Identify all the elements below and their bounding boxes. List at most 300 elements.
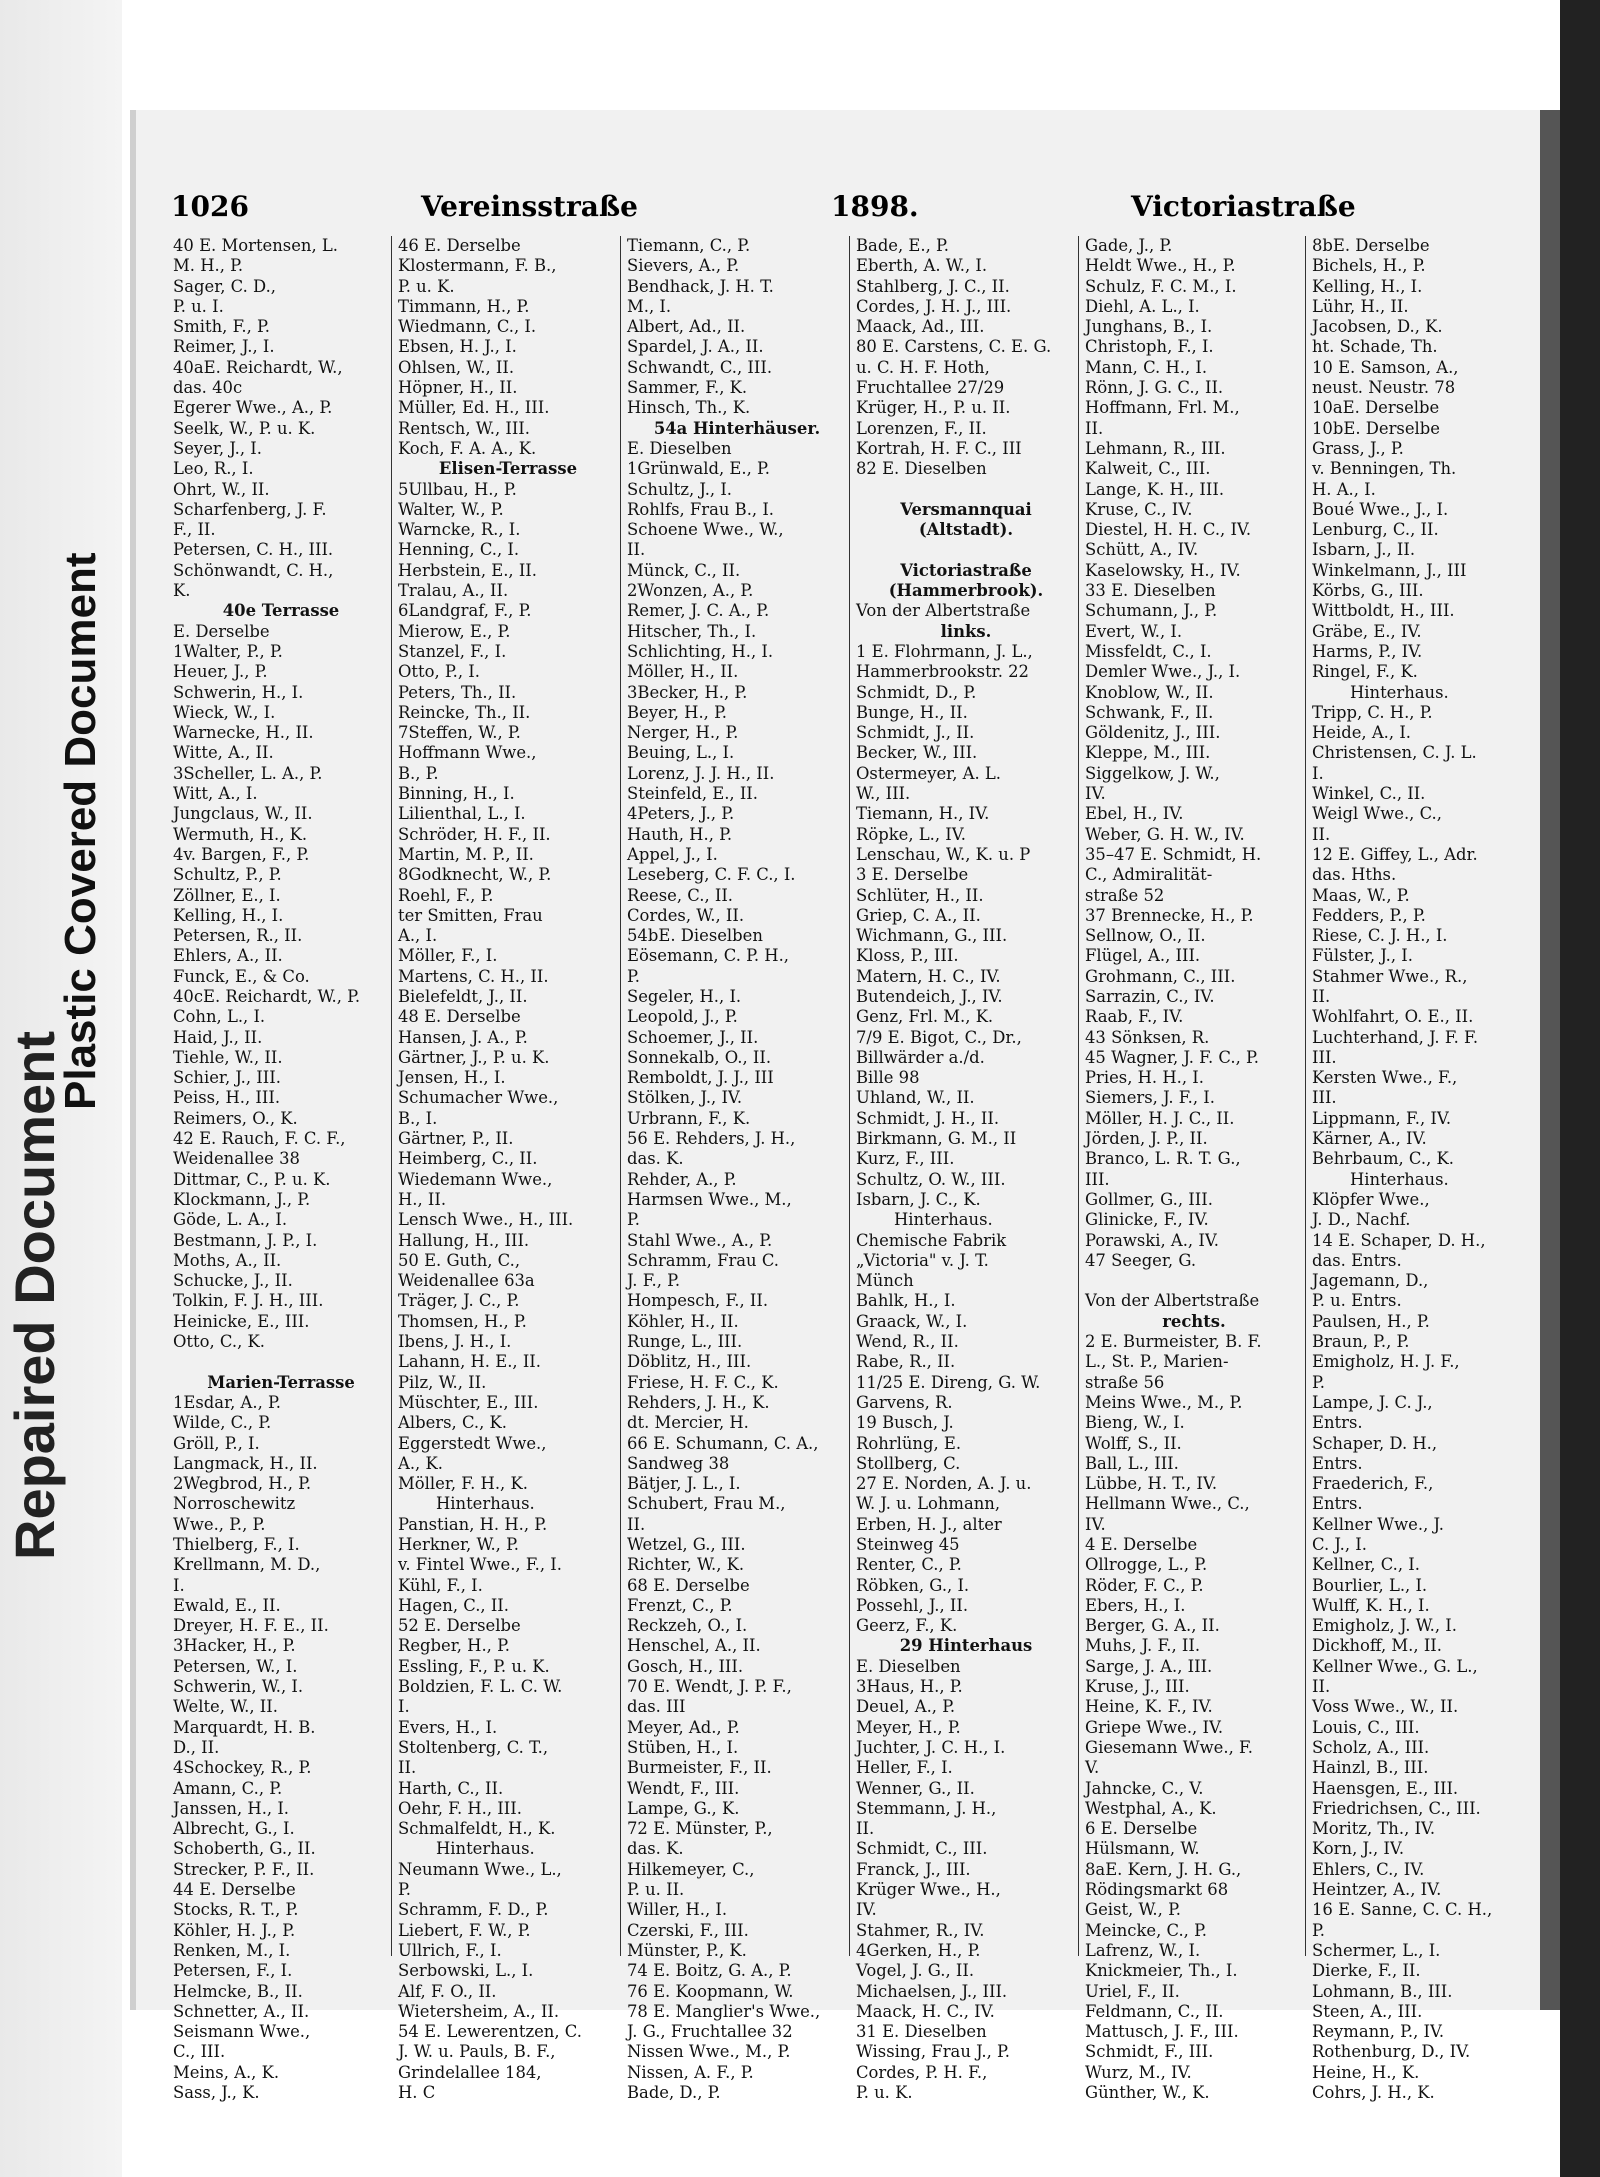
section-heading: 54a Hinterhäuser. — [653, 418, 821, 438]
directory-entry: 54bE. Dieselben — [627, 926, 763, 946]
directory-entry: Peiss, H., III. — [173, 1088, 281, 1108]
directory-entry: Röder, F. C., P. — [1085, 1575, 1204, 1595]
directory-entry: Knoblow, W., II. — [1085, 682, 1214, 702]
directory-entry: Glinicke, F., IV. — [1085, 1210, 1209, 1230]
directory-entry: Klöpfer Wwe., — [1312, 1189, 1430, 1209]
directory-entry: 3Scheller, L. A., P. — [173, 763, 323, 783]
directory-entry: Heimberg, C., II. — [398, 1149, 538, 1169]
directory-page — [130, 110, 1546, 2103]
directory-entry: 4v. Bargen, F., P. — [173, 844, 310, 864]
directory-entry: Urbrann, F., K. — [627, 1108, 751, 1128]
directory-entry: Kersten Wwe., F., — [1312, 1068, 1458, 1088]
directory-entry: P. u. II. — [627, 1880, 685, 1900]
directory-entry: Kelling, H., I. — [1312, 276, 1423, 296]
directory-entry: Schumann, J., P. — [1085, 601, 1218, 621]
directory-entry: das. Entrs. — [1312, 1250, 1402, 1270]
directory-entry: III. — [1312, 1088, 1337, 1108]
directory-entry: Renken, M., I. — [173, 1940, 291, 1960]
directory-entry: Knickmeier, Th., I. — [1085, 1961, 1238, 1981]
directory-entry: Kellner Wwe., G. L., — [1312, 1656, 1478, 1676]
directory-entry: Mann, C. H., I. — [1085, 357, 1208, 377]
directory-entry: das. Hths. — [1312, 865, 1397, 885]
directory-entry: Meyer, Ad., P. — [627, 1717, 740, 1737]
directory-entry: Schoberth, G., II. — [173, 1839, 316, 1859]
directory-entry: Billwärder a./d. — [856, 1047, 985, 1067]
directory-entry: „Victoria" v. J. T. — [856, 1250, 989, 1270]
directory-entry: Ball, L., III. — [1085, 1453, 1179, 1473]
directory-entry: Spardel, J. A., II. — [627, 337, 764, 357]
directory-entry: Ringel, F., K. — [1312, 662, 1418, 682]
directory-entry: Kloss, P., III. — [856, 946, 959, 966]
directory-entry: Lorenzen, F., II. — [856, 418, 987, 438]
directory-entry: Hansen, J. A., P. — [398, 1027, 528, 1047]
directory-entry: E. Dieselben — [627, 438, 732, 458]
directory-entry: Diestel, H. H. C., IV. — [1085, 520, 1252, 540]
directory-entry: Strecker, P. F., II. — [173, 1859, 315, 1879]
directory-entry: Willer, H., I. — [627, 1900, 728, 1920]
directory-entry: Reymann, P., IV. — [1312, 2022, 1445, 2042]
directory-entry: 5Ullbau, H., P. — [398, 479, 517, 499]
directory-entry: II. — [398, 1758, 417, 1778]
directory-entry: IV. — [1085, 1514, 1106, 1534]
directory-entry: Kruse, C., IV. — [1085, 499, 1193, 519]
directory-entry: Schmidt, J., II. — [856, 723, 975, 743]
directory-entry: Uriel, F., II. — [1085, 1981, 1180, 2001]
directory-entry: Boué Wwe., J., I. — [1312, 499, 1449, 519]
directory-entry: Bade, E., P. — [856, 236, 949, 255]
directory-entry: E. Dieselben — [856, 1656, 961, 1676]
directory-entry: Remer, J. C. A., P. — [627, 601, 770, 621]
directory-entry: H., II. — [398, 1189, 447, 1209]
directory-entry: Hitscher, Th., I. — [627, 621, 757, 641]
directory-entry: 6Landgraf, F., P. — [398, 601, 532, 621]
directory-entry: I. — [398, 1697, 410, 1717]
directory-entry: Braun, P., P. — [1312, 1332, 1410, 1352]
directory-entry: Kellner Wwe., J. — [1312, 1514, 1445, 1534]
directory-entry: Träger, J. C., P. — [398, 1291, 520, 1311]
directory-entry: Regber, H., P. — [398, 1636, 511, 1656]
directory-entry: IV. — [1085, 784, 1106, 804]
directory-entry: Muhs, J. F., II. — [1085, 1636, 1201, 1656]
directory-entry: Weidenallee 38 — [173, 1149, 300, 1169]
directory-entry: Schütt, A., IV. — [1085, 540, 1199, 560]
directory-entry: Riese, C. J. H., I. — [1312, 926, 1448, 946]
directory-entry: Schumacher Wwe., — [398, 1088, 559, 1108]
directory-entry: 4Schockey, R., P. — [173, 1758, 312, 1778]
directory-entry: Bourlier, L., I. — [1312, 1575, 1428, 1595]
directory-entry: Gade, J., P. — [1085, 236, 1173, 255]
directory-entry: Isbarn, J. C., K. — [856, 1189, 981, 1209]
directory-entry: Hallung, H., III. — [398, 1230, 530, 1250]
directory-entry: Heldt Wwe., H., P. — [1085, 256, 1236, 276]
directory-entry: E. Derselbe — [173, 621, 270, 641]
section-heading: rechts. — [1162, 1311, 1226, 1331]
directory-entry: Stüben, H., I. — [627, 1737, 739, 1757]
directory-entry: Wietersheim, A., II. — [398, 2001, 560, 2021]
directory-entry: L., St. P., Marien- — [1085, 1352, 1229, 1372]
directory-entry: B., P. — [398, 763, 439, 783]
directory-entry: Butendeich, J., IV. — [856, 986, 1003, 1006]
directory-entry: Binning, H., I. — [398, 784, 515, 804]
directory-entry: Haensgen, E., III. — [1312, 1778, 1459, 1798]
directory-entry: Nissen Wwe., M., P. — [627, 2042, 791, 2062]
directory-entry: Luchterhand, J. F. F. — [1312, 1027, 1479, 1047]
directory-entry: Harms, P., IV. — [1312, 641, 1423, 661]
directory-entry: Thielberg, F., I. — [173, 1535, 300, 1554]
directory-entry: J. W. u. Pauls, B. F., — [398, 2042, 556, 2062]
directory-entry: Hagen, C., II. — [398, 1595, 509, 1615]
directory-entry: 40 E. Mortensen, L. — [173, 236, 338, 255]
directory-entry: Reimer, J., I. — [173, 337, 275, 357]
directory-entry: Timmann, H., P. — [398, 296, 530, 316]
directory-entry: 3 E. Derselbe — [856, 865, 969, 885]
directory-entry: Demler Wwe., J., I. — [1085, 662, 1241, 682]
directory-entry: Wiedemann Wwe., — [398, 1169, 553, 1189]
directory-entry: Fülster, J., I. — [1312, 946, 1413, 966]
directory-entry: Wissing, Frau J., P. — [856, 2042, 1010, 2062]
directory-entry: Segeler, H., I. — [627, 986, 742, 1006]
directory-entry: Wendt, F., III. — [627, 1778, 740, 1798]
directory-entry: P. — [1312, 1920, 1325, 1940]
directory-entry: Thomsen, H., P. — [398, 1311, 527, 1331]
directory-entry: Maack, Ad., III. — [856, 317, 985, 337]
directory-entry: 11/25 E. Direng, G. W. — [856, 1372, 1041, 1392]
directory-entry: 44 E. Derselbe — [173, 1880, 296, 1900]
directory-entry: Otto, C., K. — [173, 1332, 265, 1352]
directory-entry: Bade, D., P. — [627, 2083, 721, 2103]
directory-entry: Schmidt, J. H., II. — [856, 1108, 1000, 1128]
directory-entry: 40cE. Reichardt, W., P. — [173, 986, 361, 1006]
directory-entry: Lahann, H. E., II. — [398, 1352, 541, 1372]
directory-entry: Wohlfahrt, O. E., II. — [1312, 1007, 1474, 1027]
directory-entry: Evert, W., I. — [1085, 621, 1183, 641]
directory-entry: ter Smitten, Frau — [398, 905, 543, 925]
directory-entry: Wolff, S., II. — [1085, 1433, 1182, 1453]
directory-entry: Ehlers, A., II. — [173, 946, 283, 966]
directory-entry: Cohrs, J. H., K. — [1312, 2083, 1435, 2103]
directory-entry: Christoph, F., I. — [1085, 337, 1214, 357]
directory-entry: D., II. — [173, 1737, 220, 1757]
directory-entry: Stemmann, J. H., — [856, 1798, 997, 1818]
directory-entry: H. A., I. — [1312, 479, 1376, 499]
directory-entry: P. u. K. — [398, 276, 455, 296]
directory-entry: Reese, C., II. — [627, 885, 734, 905]
directory-entry: 74 E. Boitz, G. A., P. — [627, 1961, 792, 1981]
directory-entry: Kellner, C., I. — [1312, 1555, 1420, 1575]
directory-entry: Bunge, H., II. — [856, 702, 968, 722]
plastic-covered-label: Plastic Covered Document — [56, 552, 105, 1110]
directory-entry: Albers, C., K. — [398, 1413, 507, 1433]
section-heading: links. — [940, 621, 992, 641]
directory-entry: Wermuth, H., K. — [173, 824, 308, 844]
directory-entry: Sarrazin, C., IV. — [1085, 986, 1215, 1006]
directory-entry: Vogel, J. G., II. — [856, 1961, 975, 1981]
directory-entry: 31 E. Dieselben — [856, 2022, 987, 2042]
directory-entry: Tolkin, F. J. H., III. — [173, 1291, 324, 1311]
directory-entry: Jacobsen, D., K. — [1312, 317, 1443, 337]
directory-entry: Smith, F., P. — [173, 317, 270, 337]
directory-entry: Hinterhaus. — [1350, 1169, 1449, 1189]
directory-entry: Ohrt, W., II. — [173, 479, 270, 499]
directory-entry: Entrs. — [1312, 1413, 1363, 1433]
directory-entry: Sievers, A., P. — [627, 256, 740, 276]
directory-entry: Giesemann Wwe., F. — [1085, 1737, 1254, 1757]
directory-entry: Winkel, C., II. — [1312, 784, 1426, 804]
directory-entry: Czerski, F., III. — [627, 1920, 749, 1940]
directory-entry: Schramm, F. D., P. — [398, 1900, 549, 1920]
directory-entry: Korn, J., IV. — [1312, 1839, 1405, 1859]
directory-entry: Kortrah, H. F. C., III — [856, 438, 1022, 458]
directory-entry: Cohn, L., I. — [173, 1007, 266, 1027]
directory-entry: Tiemann, C., P. — [627, 236, 751, 255]
directory-entry: Hoffmann Wwe., — [398, 743, 537, 763]
directory-entry: Warncke, R., I. — [398, 520, 521, 540]
page-header — [171, 190, 1516, 230]
directory-entry: Meincke, C., P. — [1085, 1920, 1208, 1940]
directory-entry: Stahlberg, J. C., II. — [856, 276, 1010, 296]
directory-entry: Haid, J., II. — [173, 1027, 263, 1047]
directory-entry: Müller, Ed. H., III. — [398, 398, 550, 418]
directory-entry: Christensen, C. J. L. — [1312, 743, 1477, 763]
directory-entry: Lensch Wwe., H., III. — [398, 1210, 574, 1230]
directory-entry: Lippmann, F., IV. — [1312, 1108, 1452, 1128]
directory-entry: Birkmann, G. M., II — [856, 1129, 1017, 1149]
directory-entry: Dittmar, C., P. u. K. — [173, 1169, 331, 1189]
directory-entry: Rönn, J. G. C., II. — [1085, 378, 1224, 398]
directory-entry: 14 E. Schaper, D. H., — [1312, 1230, 1486, 1250]
directory-entry: neust. Neustr. 78 — [1312, 378, 1456, 398]
directory-entry: II. — [1312, 824, 1331, 844]
directory-entry: Rentsch, W., III. — [398, 418, 530, 438]
directory-entry: Raab, F., IV. — [1085, 1007, 1184, 1027]
directory-entry: Gärtner, J., P. u. K. — [398, 1047, 550, 1067]
directory-entry: Zöllner, E., I. — [173, 885, 281, 905]
directory-entry: Schwandt, C., III. — [627, 357, 773, 377]
directory-entry: III. — [1085, 1169, 1110, 1189]
directory-entry: 8bE. Derselbe — [1312, 236, 1430, 255]
directory-entry: Reimers, O., K. — [173, 1108, 298, 1128]
directory-entry: Scholz, A., III. — [1312, 1737, 1430, 1757]
directory-entry: Münster, P., K. — [627, 1940, 747, 1960]
directory-entry: Witte, A., II. — [173, 743, 274, 763]
directory-entry: Genz, Frl. M., K. — [856, 1007, 994, 1027]
directory-entry: Stoltenberg, C. T., — [398, 1737, 549, 1757]
directory-entry: Schermer, L., I. — [1312, 1940, 1441, 1960]
directory-entry: V. — [1085, 1758, 1100, 1778]
directory-entry: Röpke, L., IV. — [856, 824, 966, 844]
directory-entry: Schoene Wwe., W., — [627, 520, 784, 540]
scan-edge-shadow — [1540, 110, 1560, 2010]
directory-entry: Schnetter, A., II. — [173, 2001, 310, 2021]
directory-entry: 8Godknecht, W., P. — [398, 865, 552, 885]
directory-entry: Albert, Ad., II. — [627, 317, 746, 337]
directory-entry: Branco, L. R. T. G., — [1085, 1149, 1241, 1169]
directory-entry: Moritz, Th., IV. — [1312, 1819, 1436, 1839]
directory-entry: Grohmann, C., III. — [1085, 966, 1236, 986]
directory-entry: Schmalfeldt, H., K. — [398, 1819, 556, 1839]
directory-entry: Panstian, H. H., P. — [398, 1514, 548, 1534]
directory-entry: Lorenz, J. J. H., II. — [627, 763, 775, 783]
directory-entry: Nissen, A. F., P. — [627, 2062, 754, 2082]
directory-column-4 — [854, 236, 1079, 2103]
directory-entry: Schwank, F., II. — [1085, 702, 1214, 722]
directory-entry: Diehl, A. L., I. — [1085, 296, 1200, 316]
directory-entry: Hammerbrookstr. 22 — [856, 662, 1029, 682]
directory-entry: Kelling, H., I. — [173, 905, 284, 925]
directory-entry: Dreyer, H. F. E., II. — [173, 1616, 329, 1636]
directory-entry: Runge, L., III. — [627, 1332, 743, 1352]
directory-entry: Lilienthal, L., I. — [398, 804, 526, 824]
directory-entry: Voss Wwe., W., II. — [1312, 1697, 1459, 1717]
directory-entry: Lampe, J. C. J., — [1312, 1392, 1433, 1412]
directory-entry: Martens, C. H., II. — [398, 966, 549, 986]
directory-entry: Koch, F. A. A., K. — [398, 438, 537, 458]
directory-entry: Michaelsen, J., III. — [856, 1981, 1008, 2001]
directory-entry: Krüger Wwe., H., — [856, 1880, 1001, 1900]
directory-entry: Sarge, J. A., III. — [1085, 1656, 1213, 1676]
directory-entry: Garvens, R. — [856, 1392, 953, 1412]
directory-entry: Wurz, M., IV. — [1085, 2062, 1192, 2082]
directory-entry: Bieng, W., I. — [1085, 1413, 1185, 1433]
directory-entry: Köhler, H. J., P. — [173, 1920, 296, 1940]
directory-entry: Göde, L. A., I. — [173, 1210, 288, 1230]
directory-entry: Schier, J., III. — [173, 1068, 281, 1088]
directory-entry: Uhland, W., II. — [856, 1088, 975, 1108]
directory-entry — [1083, 1271, 1305, 1291]
directory-entry: 10bE. Derselbe — [1312, 418, 1440, 438]
directory-entry: 7Steffen, W., P. — [398, 723, 521, 743]
directory-entry: Griepe Wwe., IV. — [1085, 1717, 1224, 1737]
directory-entry: Norroschewitz — [173, 1494, 296, 1514]
directory-entry: 46 E. Derselbe — [398, 236, 521, 255]
directory-entry: Geist, W., P. — [1085, 1900, 1181, 1920]
directory-entry: 66 E. Schumann, C. A., — [627, 1433, 819, 1453]
directory-entry: Von der Albertstraße — [1085, 1291, 1260, 1311]
directory-entry: Richter, W., K. — [627, 1555, 745, 1575]
directory-entry: Schaper, D. H., — [1312, 1433, 1438, 1453]
directory-entry: Beyer, H., P. — [627, 702, 727, 722]
directory-entry: Witt, A., I. — [173, 784, 258, 804]
directory-entry: Bendhack, J. H. T. — [627, 276, 774, 296]
directory-entry: Weigl Wwe., C., — [1312, 804, 1442, 824]
directory-entry: Alf, F. O., II. — [398, 1981, 497, 2001]
directory-entry: Neumann Wwe., L., — [398, 1859, 562, 1879]
directory-entry: Harth, C., II. — [398, 1778, 504, 1798]
directory-entry: 68 E. Derselbe — [627, 1575, 750, 1595]
directory-entry: Klockmann, J., P. — [173, 1189, 311, 1209]
directory-entry: 1Esdar, A., P. — [173, 1392, 281, 1412]
directory-entry: Gollmer, G., III. — [1085, 1189, 1213, 1209]
directory-entry: Rohrlüng, E. — [856, 1433, 962, 1453]
directory-entry: Fraederich, F., — [1312, 1474, 1434, 1494]
directory-entry: P. — [1312, 1372, 1325, 1392]
directory-entry: Oehr, F. H., III. — [398, 1798, 522, 1818]
directory-entry: III. — [1312, 1047, 1337, 1067]
directory-entry: Meins, A., K. — [173, 2062, 280, 2082]
directory-entry: Kruse, J., III. — [1085, 1677, 1190, 1697]
directory-entry: W., III. — [856, 784, 911, 804]
directory-entry: Graack, W., I. — [856, 1311, 968, 1331]
directory-entry: Junghans, B., I. — [1085, 317, 1213, 337]
directory-entry: Möller, H. J. C., II. — [1085, 1108, 1235, 1128]
directory-entry: Schultz, O. W., III. — [856, 1169, 1006, 1189]
directory-entry: Possehl, J., II. — [856, 1595, 969, 1615]
section-heading: (Altstadt). — [918, 520, 1014, 540]
directory-entry: Isbarn, J., II. — [1312, 540, 1416, 560]
directory-entry: I. — [173, 1575, 185, 1595]
directory-entry: Sager, C. D., — [173, 276, 277, 296]
directory-entry: Eösemann, C. P. H., — [627, 946, 790, 966]
directory-entry: Sammer, F., K. — [627, 378, 748, 398]
directory-entry: Warnecke, H., II. — [173, 723, 314, 743]
directory-entry: Gärtner, P., II. — [398, 1129, 514, 1149]
directory-entry: Grass, J., P. — [1312, 438, 1404, 458]
directory-entry: J. D., Nachf. — [1312, 1210, 1411, 1230]
directory-entry: Sandweg 38 — [627, 1453, 730, 1473]
directory-entry: 10aE. Derselbe — [1312, 398, 1440, 418]
directory-entry: 48 E. Derselbe — [398, 1007, 521, 1027]
directory-entry: Stocks, R. T., P. — [173, 1900, 299, 1920]
directory-entry: J. F., P. — [627, 1271, 681, 1291]
directory-entry: Evers, H., I. — [398, 1717, 498, 1737]
directory-entry: Mattusch, J. F., III. — [1085, 2022, 1239, 2042]
directory-entry: Möller, F., I. — [398, 946, 498, 966]
directory-entry: Kaselowsky, H., IV. — [1085, 560, 1241, 580]
directory-entry: Jensen, H., I. — [398, 1068, 506, 1088]
directory-entry: Louis, C., III. — [1312, 1717, 1420, 1737]
directory-entry: 12 E. Giffey, L., Adr. — [1312, 844, 1478, 864]
directory-entry: Gröll, P., I. — [173, 1433, 260, 1453]
directory-entry: Remboldt, J. J., III — [627, 1068, 774, 1088]
directory-entry: Heine, H., K. — [1312, 2062, 1420, 2082]
directory-entry: Schlüter, H., II. — [856, 885, 984, 905]
directory-entry: 7/9 E. Bigot, C., Dr., — [856, 1027, 1022, 1047]
directory-entry: Cordes, J. H. J., III. — [856, 296, 1012, 316]
directory-entry: Wwe., P., P. — [173, 1514, 266, 1534]
directory-entry: Leopold, J., P. — [627, 1007, 738, 1027]
directory-entry: C. J., I. — [1312, 1535, 1367, 1554]
directory-entry: Ollrogge, L., P. — [1085, 1555, 1208, 1575]
directory-entry: Mierow, E., P. — [398, 621, 511, 641]
directory-entry: Siemers, J. F., I. — [1085, 1088, 1215, 1108]
directory-entry: 4 E. Derselbe — [1085, 1535, 1198, 1554]
directory-entry: Schramm, Frau C. — [627, 1250, 779, 1270]
directory-entry: Schröder, H. F., II. — [398, 824, 551, 844]
directory-entry: II. — [627, 540, 646, 560]
directory-entry: 1 E. Flohrmann, J. L., — [856, 641, 1033, 661]
directory-entry: Maas, W., P. — [1312, 885, 1410, 905]
directory-entry: Frenzt, C., P. — [627, 1595, 733, 1615]
directory-entry: Rothenburg, D., IV. — [1312, 2042, 1471, 2062]
directory-entry: Steinfeld, E., II. — [627, 784, 758, 804]
directory-entry: 45 Wagner, J. F. C., P. — [1085, 1047, 1259, 1067]
directory-entry: IV. — [856, 1900, 877, 1920]
directory-entry: 8aE. Kern, J. H. G., — [1085, 1859, 1242, 1879]
directory-entry — [854, 480, 1078, 500]
directory-columns — [171, 236, 1516, 2103]
directory-entry: Göldenitz, J., III. — [1085, 723, 1221, 743]
directory-entry: Reincke, Th., II. — [398, 702, 531, 722]
directory-entry: Ullrich, F., I. — [398, 1940, 502, 1960]
directory-entry: Münck, C., II. — [627, 560, 741, 580]
directory-entry: Rehder, A., P. — [627, 1169, 737, 1189]
directory-entry: Entrs. — [1312, 1494, 1363, 1514]
directory-entry: 37 Brennecke, H., P. — [1085, 905, 1254, 925]
directory-entry: Wulff, K. H., I. — [1312, 1595, 1430, 1615]
directory-entry: Hauth, H., P. — [627, 824, 733, 844]
directory-entry: II. — [1085, 418, 1104, 438]
directory-entry: Lenschau, W., K. u. P — [856, 844, 1031, 864]
